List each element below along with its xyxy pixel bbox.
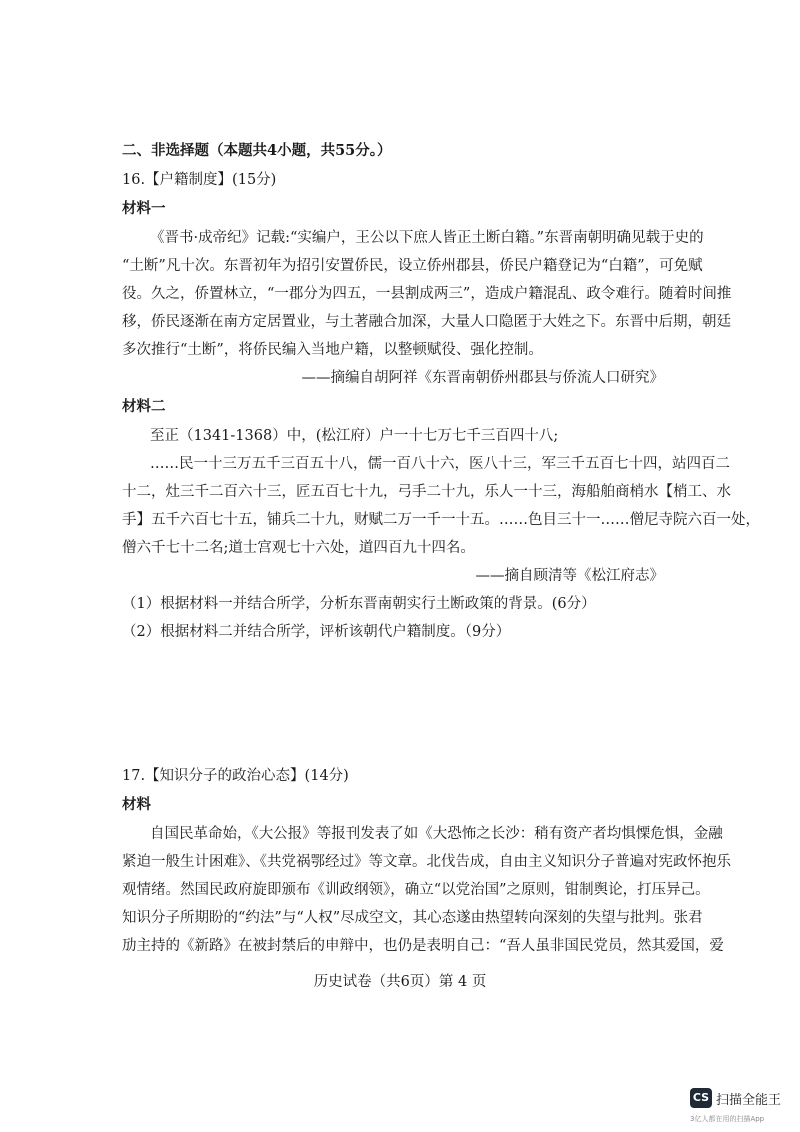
material-2-source: ——摘自顾清等《松江府志》 — [475, 568, 664, 584]
section-title: 二、非选择题（本题共4小题，共55分。） — [122, 142, 392, 159]
material-1-line: 移，侨民逐渐在南方定居置业，与土著融合加深，大量人口隐匿于大姓之下。东晋中后期，朝廷 — [122, 314, 731, 330]
camscanner-logo-icon: CS — [690, 1088, 712, 1108]
material-line: 观情绪。然国民政府旋即颁布《训政纲领》，确立“以党治国”之原则，钳制舆论，打压异己。 — [122, 882, 710, 898]
material-2-line: ……民一十三万五千三百五十八，儒一百八十六，医八十三，军三千五百七十四，站四百二 — [150, 456, 730, 472]
material-1-line: 役。久之，侨置林立，“一郡分为四五，一县割成两三”，造成户籍混乱、政令难行。随着时间推 — [122, 286, 732, 302]
material-line: 紧迫一般生计困难》、《共党祸鄂经过》等文章。北伐告成，自由主义知识分子普遍对宪政怀抱乐 — [122, 854, 731, 870]
scanner-watermark — [690, 1086, 800, 1132]
question-17-heading: 17.【知识分子的政治心态】(14分) — [122, 768, 349, 784]
material-1-source: ——摘编自胡阿祥《东晋南朝侨州郡县与侨流人口研究》 — [301, 370, 664, 386]
material-2-line: 僧六千七十二名;道士宫观七十六处，道四百九十四名。 — [122, 540, 475, 556]
watermark-slogan: 3亿人都在用的扫描App — [690, 1115, 765, 1123]
material-line: 自国民革命始，《大公报》等报刊发表了如《大恐怖之长沙：稍有资产者均惧慄危惧，金融 — [150, 826, 723, 842]
material-2-label: 材料二 — [122, 398, 166, 415]
material-label: 材料 — [122, 796, 151, 813]
material-2-line: 至正（1341-1368）中，(松江府）户一十七万七千三百四十八; — [150, 428, 559, 444]
question-16-part-2: （2）根据材料二并结合所学，评析该朝代户籍制度。（9分） — [122, 624, 511, 640]
watermark-app-name: 扫描全能王 — [716, 1093, 782, 1108]
page-footer: 历史试卷（共6页）第 4 页 — [313, 974, 487, 990]
material-1-line: “土断”凡十次。东晋初年为招引安置侨民，设立侨州郡县，侨民户籍登记为“白籍”，可免赋 — [122, 258, 703, 274]
material-1-label: 材料一 — [122, 200, 166, 217]
question-16-heading: 16.【户籍制度】(15分) — [122, 172, 277, 188]
material-line: 劢主持的《新路》在被封禁后的申辩中，也仍是表明自己：“吾人虽非国民党员，然其爱国，爱 — [122, 938, 724, 954]
question-16-part-1: （1）根据材料一并结合所学，分析东晋南朝实行土断政策的背景。(6分） — [122, 596, 596, 612]
material-1-line: 多次推行“土断”，将侨民编入当地户籍，以整顿赋役、强化控制。 — [122, 342, 543, 358]
material-2-line: 手】五千六百七十五，铺兵二十九，财赋二万一千一十五。……色目三十一……僧尼寺院六百一处， — [122, 512, 760, 528]
material-2-line: 十二，灶三千二百六十三，匠五百七十九，弓手二十九，乐人一十三，海船舶商梢水【梢工、水 — [122, 484, 731, 500]
material-1-line: 《晋书·成帝纪》记载:“实编户，王公以下庶人皆正土断白籍。”东晋南朝明确见载于史的 — [150, 230, 704, 246]
material-line: 知识分子所期盼的“约法”与“人权”尽成空文，其心态遂由热望转向深刻的失望与批判。张君 — [122, 910, 703, 926]
